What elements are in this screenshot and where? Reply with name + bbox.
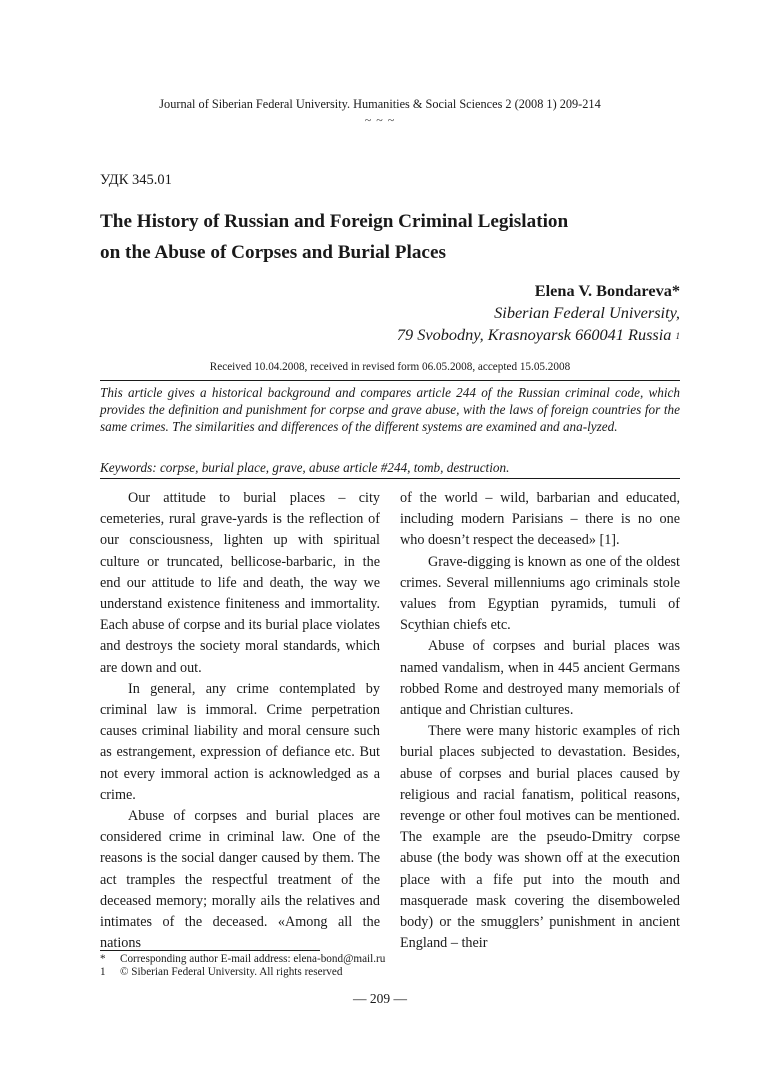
footnote-mark: 1 bbox=[100, 966, 106, 978]
body-paragraph: There were many historic examples of rich burial places subjected to devastation. Besides, abuse of corpses and burial places caused by religious and racial fanatism, political reasons, revenge or other foul motives can be mentioned. The example are the pseudo-Dmitry corpse abuse (the body was shown off at the execution place with a fife put into the mouth and masquerade mask covering the disemboweled body) or the smugglers’ punishment in ancient England – their bbox=[400, 723, 680, 952]
affiliation-line-2 bbox=[397, 324, 680, 346]
body-paragraph: Abuse of corpses and burial places was named vandalism, when in 445 ancient Germans robbed Rome and destroyed many memorials of antique and Christian cultures. bbox=[400, 638, 680, 719]
udk-code: УДК 345.01 bbox=[100, 172, 172, 188]
abstract: This article gives a historical background and compares article 244 of the Russian criminal code, which provides the definition and punishment for corpse and grave abuse, with the laws of foreign countries for the same crimes. The similarities and differences of the different systems are examined and ana-lyzed. bbox=[100, 385, 680, 434]
footnote bbox=[100, 953, 680, 966]
received-dates: Received 10.04.2008, received in revised form 06.05.2008, accepted 15.05.2008 bbox=[209, 361, 571, 373]
body-paragraph: of the world – wild, barbarian and educated, including modern Parisians – there is no one who doesn’t respect the deceased» [1]. bbox=[400, 490, 680, 549]
abstract-bottom-rule bbox=[100, 478, 680, 479]
affiliation-footnote-mark: 1 bbox=[675, 331, 680, 341]
footnote bbox=[100, 966, 680, 979]
page-number: — 209 — bbox=[353, 991, 407, 1006]
author-block bbox=[397, 280, 680, 346]
keywords: Keywords: corpse, burial place, grave, abuse article #244, tomb, destruction. bbox=[100, 460, 510, 475]
header-ornament: ~ ~ ~ bbox=[364, 113, 396, 127]
body-paragraph: Abuse of corpses and burial places are considered crime in criminal law. One of the reasons is the social danger caused by them. The act tramples the respectful treatment of the deceased memory; morally ails the relatives and intimates of the deceased. «Among all the nations bbox=[100, 808, 380, 952]
footnote-text: Corresponding author E-mail address: elena-bond@mail.ru bbox=[120, 953, 386, 965]
footnote-text: © Siberian Federal University. All rights reserved bbox=[120, 966, 343, 978]
abstract-top-rule bbox=[100, 380, 680, 381]
affiliation-line-1: Siberian Federal University, bbox=[494, 303, 680, 322]
footnote-rule bbox=[100, 950, 320, 951]
article-title bbox=[100, 206, 680, 268]
body-paragraph: Our attitude to burial places – city cemeteries, rural grave-yards is the reflection of our consciousness, lighten up with spiritual culture or truncated, bellicose-barbaric, in the end our attitude to life and death, the way we understand existence finiteness and immortality. Each abuse of corpse and its burial place violates and destroys the society moral standards, which are down and out. bbox=[100, 490, 380, 676]
title-line-1: The History of Russian and Foreign Criminal Legislation bbox=[100, 211, 569, 232]
journal-header: Journal of Siberian Federal University. Humanities & Social Sciences 2 (2008 1) 209-214 bbox=[159, 97, 601, 111]
title-line-2: on the Abuse of Corpses and Burial Places bbox=[100, 242, 446, 263]
footnote-mark: * bbox=[100, 953, 106, 965]
body-column-right bbox=[400, 488, 680, 954]
affiliation-address: 79 Svobodny, Krasnoyarsk 660041 Russia bbox=[396, 325, 672, 344]
author-name: Elena V. Bondareva* bbox=[534, 281, 680, 300]
body-paragraph: In general, any crime contemplated by criminal law is immoral. Crime perpetration causes criminal liability and moral censure such as estrangement, expression of defiance etc. But not every immoral action is acknowledged as a crime. bbox=[100, 680, 380, 803]
body-column-left bbox=[100, 488, 380, 954]
body-paragraph: Grave-digging is known as one of the oldest crimes. Several millenniums ago criminals stole values from Egyptian pyramids, tumuli of Scythian chiefs etc. bbox=[400, 553, 680, 634]
